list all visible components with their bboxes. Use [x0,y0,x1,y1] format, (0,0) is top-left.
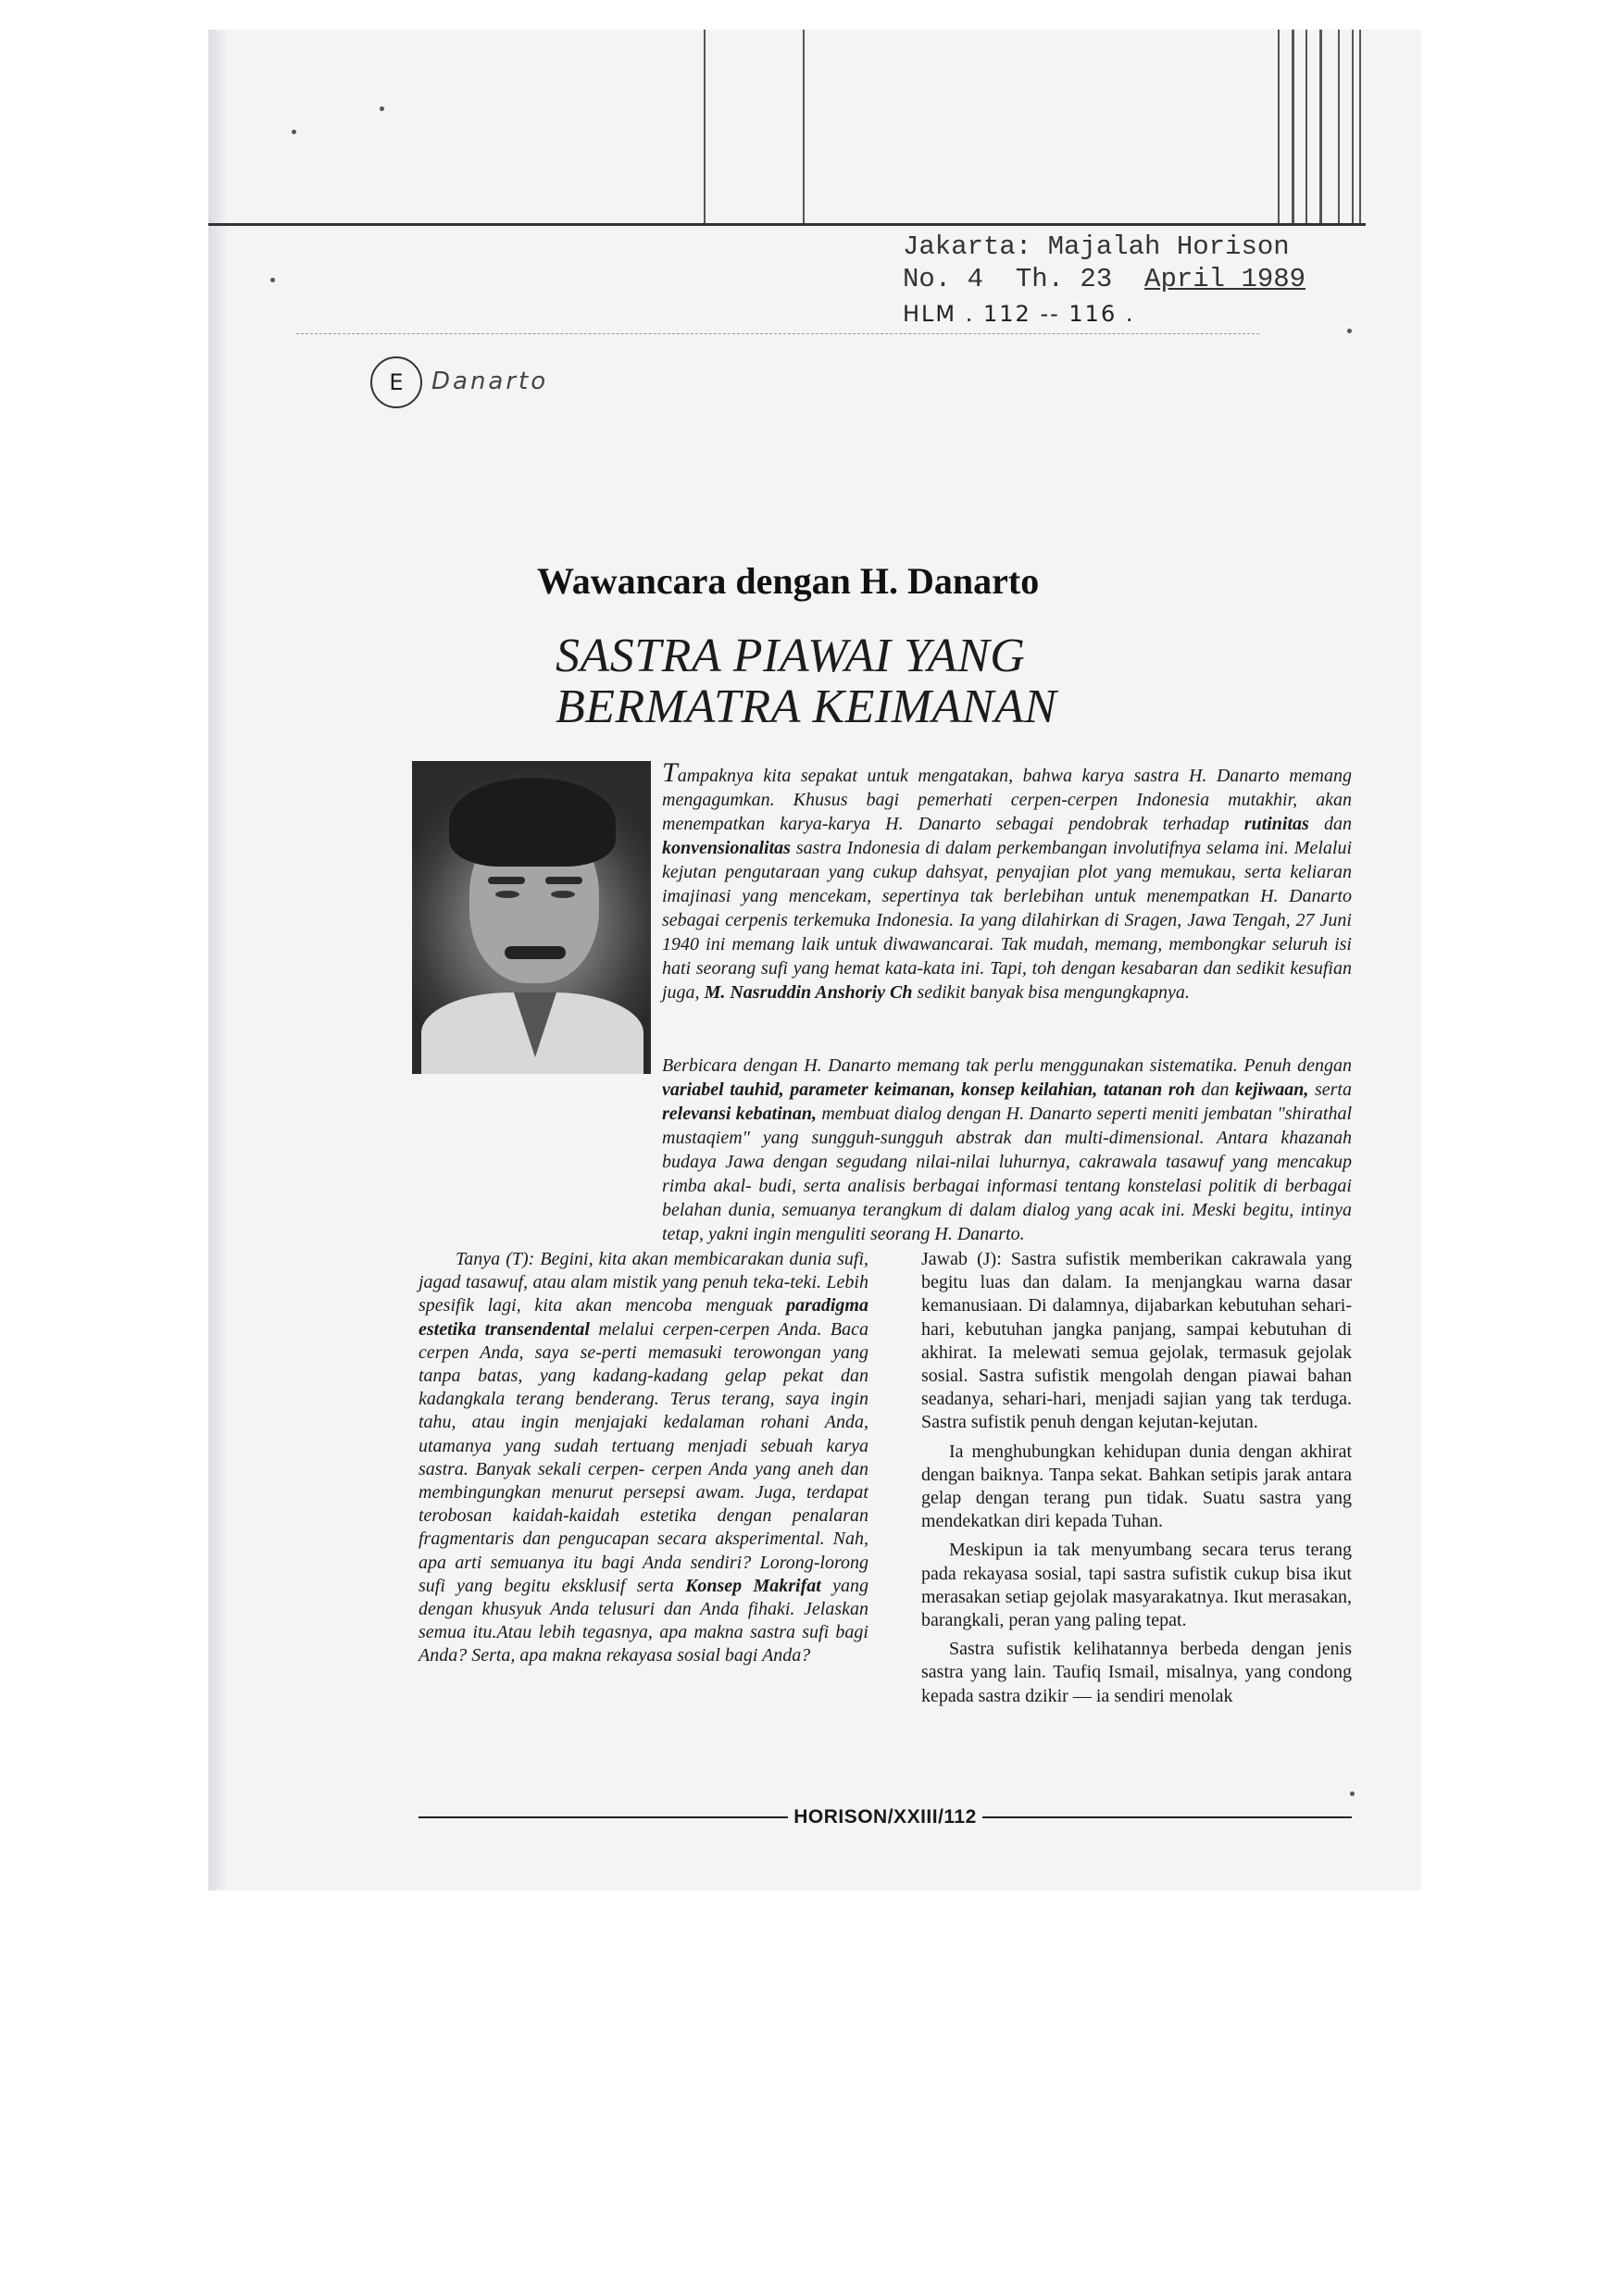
intro-emphasis: kejiwaan, [1234,1079,1309,1100]
intro-text: sastra Indonesia di dalam perkembangan involutifnya selama ini. Melalui kejutan pengutaraan yang cukup dahsyat, penyajian plot yang memukau, serta keliaran imajinasi yang mencekam, sepertinya tak berlebihan untuk menempatkan H. Danarto sebagai cerpenis terkemuka Indonesia. Ia yang dilahirkan di Sragen, Jawa Tengah, 27 Juni 1940 ini memang laik untuk diwawancarai. Tak mudah, memang, membongkar seluruh isi hati seorang sufi yang hemat kata-kata ini. Tapi, toh dengan kesabaran dan sedikit kesufian juga, [662,838,1352,1003]
intro-text: sedikit banyak bisa mengungkapnya. [912,982,1190,1003]
portrait-hair [449,778,616,867]
intro-p2 [418,1054,1352,1246]
stamp-source: Jakarta: Majalah Horison [903,231,1290,262]
article-kicker: Wawancara dengan H. Danarto [537,560,1040,602]
intro-text: dan [1194,1079,1235,1100]
stamp-pages: HLM . 112 -- 116 . [903,301,1135,327]
margin-note-name: Danarto [431,368,549,395]
title-line-2: BERMATRA KEIMANAN [556,680,1057,733]
scan-speck [270,278,275,282]
intro-text: Berbicara dengan H. Danarto memang tak perlu menggunakan sistematika. Penuh dengan [662,1055,1352,1076]
intro-emphasis: konvensionalitas [662,838,791,858]
clipping-line [1352,30,1354,226]
archive-stamp [903,231,1305,296]
scan-speck [380,106,384,111]
question-text: Tanya (T): Begini, kita akan membicarakan dunia sufi, jagad tasawuf, atau alam mistik yang penuh teka-teki. Lebih spesifik lagi, kita akan mencoba menguak [418,1249,868,1316]
portrait-brow [488,877,525,884]
stamp-issue-number: No. 4 Th. 23 [903,263,1145,294]
question-text: melalui cerpen-cerpen Anda. Baca cerpen Anda, saya se-perti memasuki terowongan yang tanpa batas, yang kadang-kadang gelap pekat dan kadangkala terang benderang. Terus terang, saya ingin tahu, atau ingin menjajaki kedalaman rohani Anda, utamanya yang sudah tertuang menjadi sebuah karya sastra. Banyak sekali cerpen- cerpen Anda yang aneh dan membingungkan menurut persepsi awam. Juga, terdapat terobosan kaidah-kaidah estetika dengan penalaran fragmentaris dan pengucapan secara aksperimental. Nah, apa arti semuanya itu bagi Anda sendiri? Lorong-lorong sufi yang begitu eksklusif serta [418,1318,868,1596]
intro-paragraph [662,757,1352,1004]
answer-column [921,1248,1352,1714]
clipping-line [1319,30,1322,226]
author-portrait-photo [412,761,651,1074]
intro-emphasis: rutinitas [1243,814,1309,834]
intro-text: membuat dialog dengan H. Danarto seperti meniti jembatan "shirathal mustaqiem" yang sungguh-sungguh abstrak dan multi-dimensional. Antara khazanah budaya Jawa dengan segudang nilai-nilai luhurnya, cakrawala tasawuf yang mencakup rimba akal- budi, serta analisis berbagai informasi tentang konstelasi politik di berbagai belahan dunia, semuanya terangkum di dalam dialog yang acak ini. Meski begitu, intinya tetap, yakni ingin menguliti seorang H. Danarto. [662,1104,1352,1244]
clipping-line [803,30,805,226]
scan-speck [1347,329,1352,333]
intro-dropcap: T [662,757,678,788]
scan-speck [1350,1791,1355,1796]
stamp-issue [903,264,1305,296]
clipping-line [1359,30,1361,226]
clipping-top-rule [208,223,1366,226]
portrait-eye [495,891,519,898]
answer-paragraph-4: Sastra sufistik kelihatannya berbeda dengan jenis sastra yang lain. Taufiq Ismail, misalnya, yang condong kepada sastra dzikir — ia sendiri menolak [921,1639,1352,1706]
intro-text: dan [1308,814,1352,834]
dashed-divider [296,333,1259,334]
answer-paragraph-2: Ia menghubungkan kehidupan dunia dengan akhirat dengan baiknya. Tanpa sekat. Bahkan setipis jarak antara gelap dengan terang pun tidak. Suatu sastra yang mendekatkan diri kepada Tuhan. [921,1441,1352,1532]
question-text: yang dengan khusyuk Anda telusuri dan Anda fihaki. Jelaskan semua itu.Atau lebih tegasnya, apa makna sastra sufi bagi Anda? Serta, apa makna rekayasa sosial bagi Anda? [418,1575,868,1666]
scan-speck [292,130,296,134]
portrait-brow [545,877,582,884]
intro-paragraph-2 [418,1054,1352,1246]
intro-text: ampaknya kita sepakat untuk mengatakan, bahwa karya sastra H. Danarto memang mengagumkan. Khusus bagi pemerhati cerpen-cerpen Indonesia mutakhir, akan menempatkan karya-karya H. Danarto sebagai pendobrak terhadap [662,766,1352,834]
intro-text: serta [1308,1079,1352,1100]
clipping-line [1292,30,1294,226]
page-folio: HORISON/XXIII/112 [793,1806,977,1828]
question-column [418,1248,868,1668]
circled-letter: E [370,356,422,408]
stamp-issue-month: April 1989 [1144,263,1306,294]
answer-paragraph-1: Jawab (J): Sastra sufistik memberikan cakrawala yang begitu luas dan dalam. Ia menjangkau warna dasar kemanusiaan. Di dalamnya, dijabarkan kebutuhan sehari-hari, kebutuhan jangka panjang, sampai kebutuhan di akhirat. Ia melewati semua gejolak, termasuk gejolak sosial. Sastra sufistik mengolah dengan piawai bahan seadanya, sehari-hari, menjadi sajian yang tak terduga. Sastra sufistik penuh dengan kejutan-kejutan. [921,1249,1352,1433]
portrait-moustache [505,946,566,959]
intro-emphasis: variabel tauhid, parameter keimanan, konsep keilahian, tatanan roh [662,1079,1195,1100]
portrait-eye [551,891,575,898]
clipping-line [1305,30,1307,226]
question-emphasis: Konsep Makrifat [685,1575,821,1596]
interviewer-name: M. Nasruddin Anshoriy Ch [704,982,913,1003]
clipping-line [704,30,706,226]
question-paragraph [418,1248,868,1668]
footer-rule-left [418,1816,788,1818]
question-emphasis: paradigma estetika transendental [418,1295,868,1340]
clipping-line [1278,30,1280,226]
article-title [556,631,1389,732]
intro-emphasis: relevansi kebatinan, [662,1104,817,1124]
page-edge-shadow [208,30,229,1890]
title-line-1: SASTRA PIAWAI YANG [556,630,1026,682]
margin-note [370,356,583,412]
answer-paragraph-3: Meskipun ia tak menyumbang secara terus terang pada rekayasa sosial, tapi sastra sufistik cukup bisa ikut merasakan setiap gejolak masyarakatnya. Ikut merasakan, barangkali, peran yang paling tepat. [921,1540,1352,1631]
clipping-line [1338,30,1340,226]
footer-rule-right [982,1816,1352,1818]
page-footer [418,1803,1352,1831]
